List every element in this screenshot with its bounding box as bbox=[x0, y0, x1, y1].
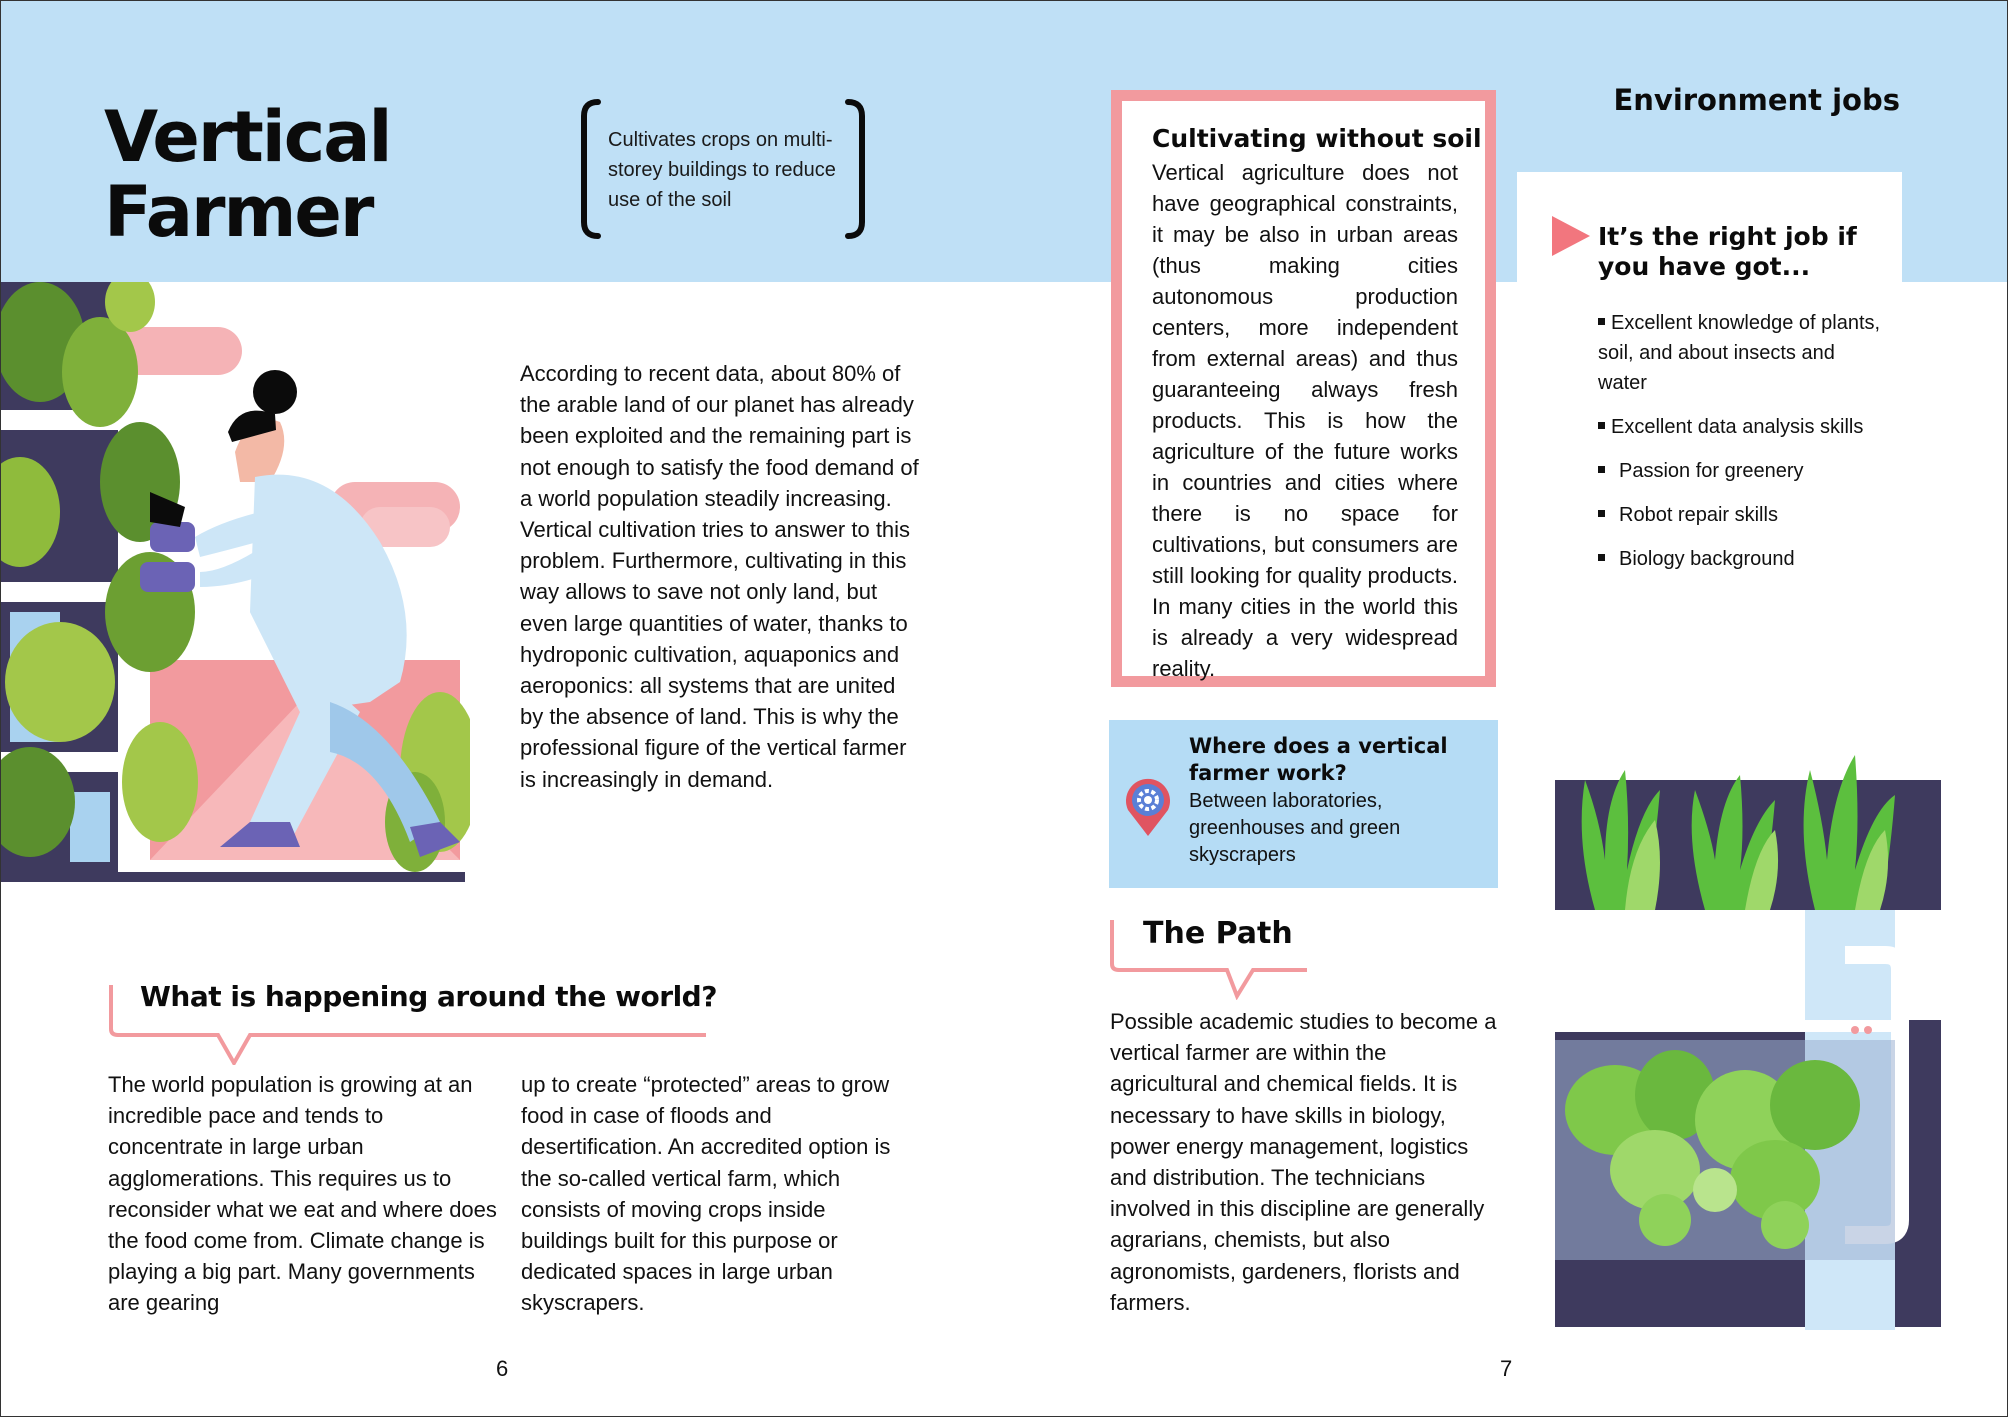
world-heading: What is happening around the world? bbox=[140, 980, 717, 1013]
bullet-icon bbox=[1598, 554, 1605, 561]
job-tagline: Cultivates crops on multi-storey buildings to reduce use of the soil bbox=[608, 129, 836, 211]
intro-paragraph: According to recent data, about 80% of the arable land of our planet has already been exploited and the remaining part is not enough to satisfy the food demand of a world population steadily increasing. Vertical cultivation tries to answer to this problem. Furthermore, cultivating in this way allows to save not only land, but even large quantities of water, thanks to hydroponic cultivation, aquaponics and aeroponics: all systems that are united by the absence of land. This is why the professional figure of the vertical farmer is increasingly in demand. bbox=[520, 361, 919, 792]
skill-text: Robot repair skills bbox=[1619, 504, 1778, 526]
vertical-farmer-illustration bbox=[0, 282, 470, 888]
where-work-title: Where does a vertical farmer work? bbox=[1189, 734, 1448, 785]
cultivating-without-soil-text: Vertical agriculture does not have geographical constraints, it may be also in urban areas (thus making cities autonomous production centers, more independent from external areas) and thus guaranteeing always fresh products. This is how the agriculture of the future works in countries and cities where there is no space for cultivations, but consumers are still looking for quality products. In many cities in the world this is already a very widespread reality. bbox=[1152, 160, 1458, 681]
path-heading: The Path bbox=[1143, 916, 1293, 951]
skill-item bbox=[1598, 500, 1888, 530]
bullet-icon bbox=[1598, 422, 1605, 429]
title-line-2: Farmer bbox=[104, 171, 373, 253]
path-paragraph: Possible academic studies to become a vertical farmer are within the agricultural and chemical fields. It is necessary to have skills in biology, power energy management, logistics and distribution. The technicians involved in this discipline are generally agrarians, chemists, but also agronomists, gardeners, florists and farmers. bbox=[1110, 1009, 1497, 1315]
world-column-1: The world population is growing at an incredible pace and tends to concentrate in large urban agglomerations. This requires us to reconsider what we eat and where does the food come from. Climate change is playing a big part. Many governments are gearing bbox=[108, 1072, 497, 1316]
skill-item bbox=[1598, 308, 1888, 398]
skill-text: Excellent data analysis skills bbox=[1611, 416, 1864, 438]
skills-list bbox=[1598, 308, 1888, 588]
page-title bbox=[104, 96, 524, 253]
skill-text: Excellent knowledge of plants, soil, and about insects and water bbox=[1598, 312, 1881, 394]
bullet-icon bbox=[1598, 510, 1605, 517]
hydroponic-rack-illustration bbox=[1555, 750, 1945, 1330]
world-column-2: up to create “protected” areas to grow food in case of floods and desertification. An accredited option is the so-called vertical farm, which consists of moving crops inside buildings built for this purpose or dedicated spaces in large urban skyscrapers. bbox=[521, 1072, 891, 1316]
title-line-1: Vertical bbox=[104, 96, 391, 178]
skill-item bbox=[1598, 456, 1888, 486]
play-triangle-icon bbox=[1550, 214, 1592, 258]
location-pin-gear-icon bbox=[1122, 776, 1174, 838]
skill-item bbox=[1598, 412, 1888, 442]
right-job-heading: It’s the right job if you have got... bbox=[1598, 222, 1857, 281]
cultivating-without-soil-title: Cultivating without soil bbox=[1152, 124, 1482, 153]
skill-text: Passion for greenery bbox=[1619, 460, 1804, 482]
page-number-left: 6 bbox=[496, 1356, 509, 1381]
bullet-icon bbox=[1598, 466, 1605, 473]
page-number-right: 7 bbox=[1500, 1356, 1513, 1381]
section-label: Environment jobs bbox=[1613, 83, 1900, 117]
skill-item bbox=[1598, 544, 1888, 574]
where-work-text: Between laboratories, greenhouses and green skyscrapers bbox=[1189, 790, 1401, 866]
skill-text: Biology background bbox=[1619, 548, 1795, 570]
bullet-icon bbox=[1598, 318, 1605, 325]
